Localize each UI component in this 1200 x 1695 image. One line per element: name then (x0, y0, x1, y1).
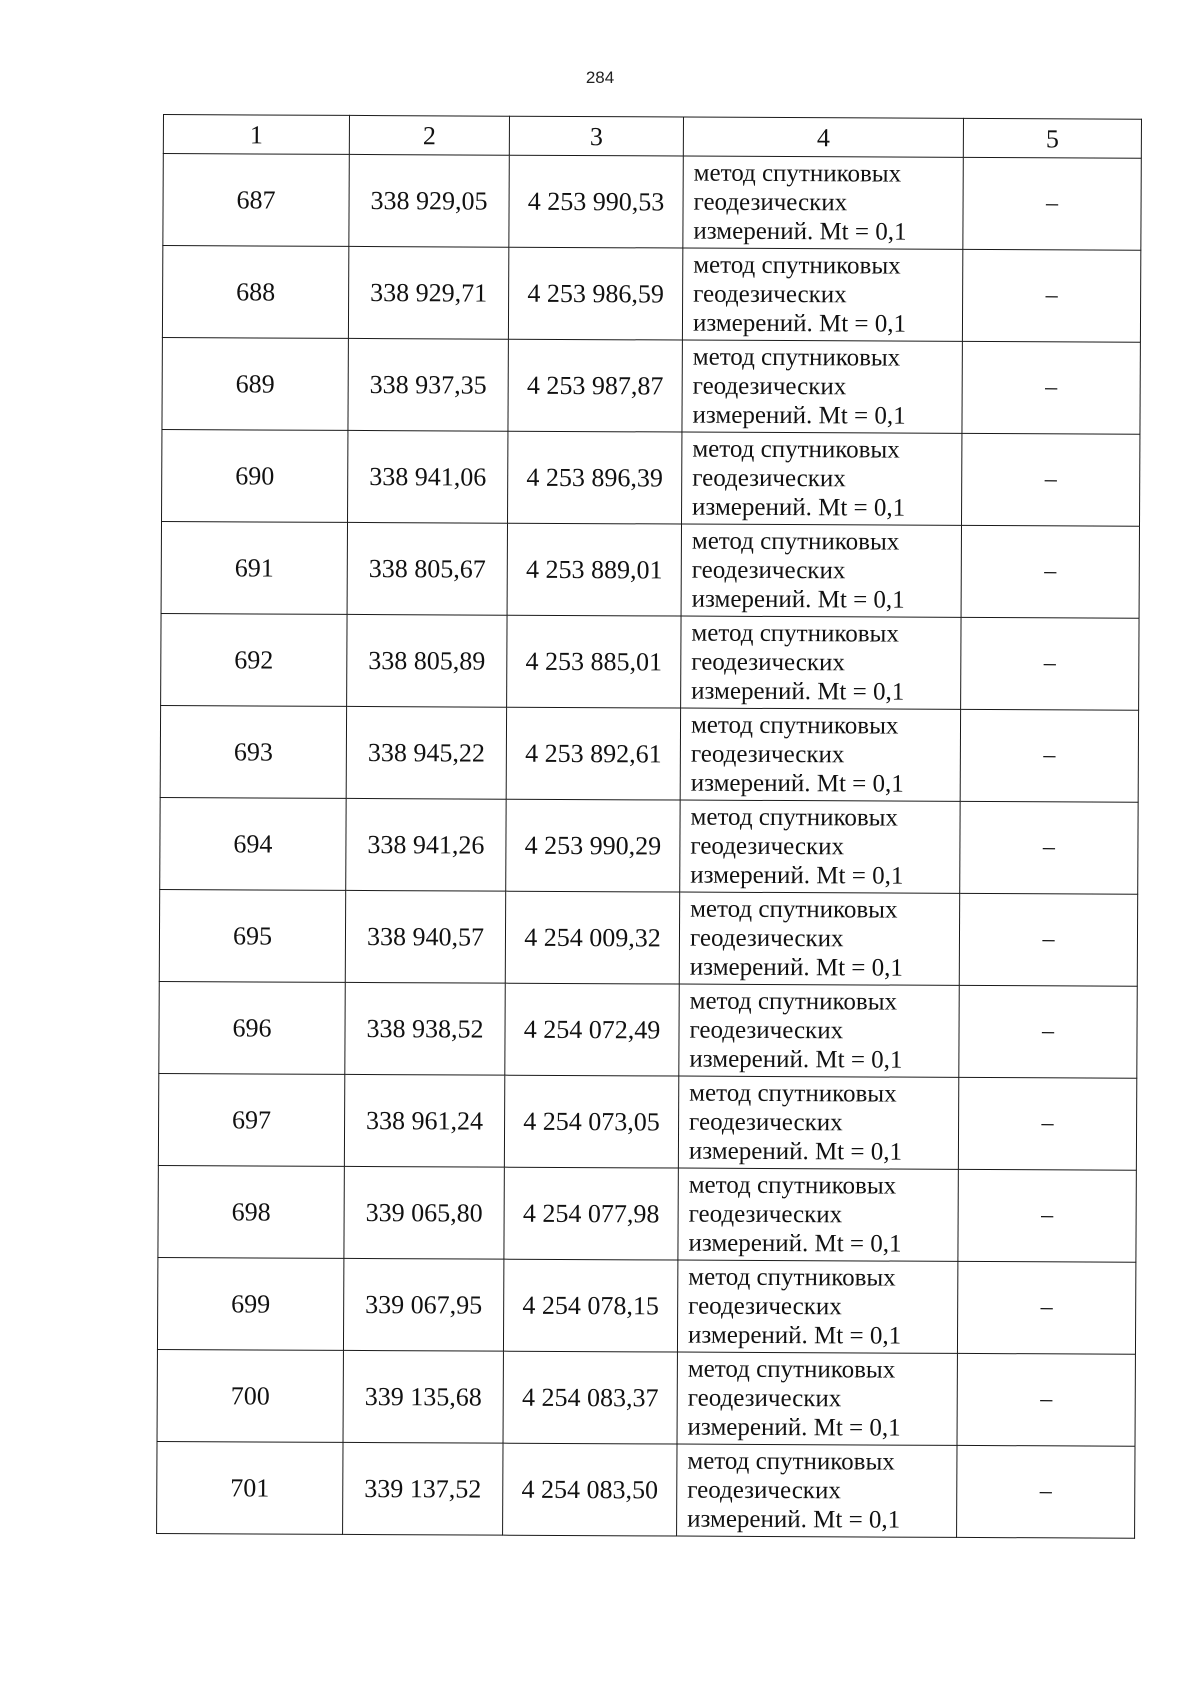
method-line: геодезических (688, 1200, 843, 1229)
x-coordinate-cell: 339 137,52 (343, 1442, 503, 1535)
table-row (161, 613, 1139, 710)
point-number-cell: 701 (157, 1441, 343, 1534)
header-col-1: 1 (163, 115, 349, 155)
x-coordinate-cell: 338 938,52 (345, 982, 505, 1075)
method-line: метод спутниковых (691, 619, 899, 648)
method-line: геодезических (688, 1292, 842, 1321)
method-cell (682, 248, 962, 341)
method-line: геодезических (689, 1108, 843, 1137)
method-line: геодезических (689, 1016, 844, 1045)
header-col-3: 3 (509, 116, 683, 156)
y-coordinate-cell: 4 253 889,01 (507, 523, 681, 616)
note-cell: – (957, 1445, 1135, 1538)
note-cell: – (961, 433, 1139, 526)
table-row (162, 337, 1140, 434)
method-line: геодезических (687, 1476, 841, 1505)
note-cell: – (957, 1353, 1135, 1446)
method-line: метод спутниковых (687, 1447, 895, 1476)
y-coordinate-cell: 4 253 987,87 (508, 339, 682, 432)
note-cell: – (957, 1261, 1135, 1354)
method-line: геодезических (690, 832, 845, 861)
method-line: измерений. Mt = 0,1 (692, 493, 906, 522)
method-line: метод спутниковых (688, 1263, 896, 1292)
method-line: метод спутниковых (689, 1079, 897, 1108)
note-cell: – (962, 341, 1140, 434)
y-coordinate-cell: 4 254 077,98 (504, 1167, 678, 1260)
method-line: метод спутниковых (692, 343, 901, 372)
method-line: метод спутниковых (691, 527, 900, 556)
y-coordinate-cell: 4 253 892,61 (506, 707, 680, 800)
note-cell: – (959, 985, 1137, 1078)
method-line: геодезических (689, 924, 844, 953)
method-line: метод спутниковых (693, 159, 902, 188)
method-line: геодезических (693, 280, 847, 309)
header-col-2: 2 (349, 115, 509, 155)
method-line: метод спутниковых (692, 435, 900, 464)
method-cell (682, 340, 962, 433)
method-cell (680, 708, 960, 801)
header-row (163, 115, 1141, 159)
header-col-5: 5 (963, 118, 1141, 158)
y-coordinate-cell: 4 253 990,29 (506, 799, 680, 892)
page-number: 284 (585, 68, 615, 87)
point-number-cell: 692 (161, 613, 347, 706)
note-cell: – (959, 893, 1137, 986)
method-cell (679, 892, 959, 985)
point-number-cell: 696 (159, 981, 345, 1074)
method-line: измерений. Mt = 0,1 (689, 1045, 903, 1074)
point-number-cell: 694 (160, 797, 346, 890)
method-line: метод спутниковых (690, 803, 899, 832)
y-coordinate-cell: 4 253 990,53 (509, 155, 683, 248)
note-cell: – (963, 157, 1141, 250)
method-line: измерений. Mt = 0,1 (687, 1505, 901, 1534)
method-line: геодезических (691, 556, 846, 585)
method-cell (680, 800, 960, 893)
coordinates-table (156, 114, 1142, 1539)
table-row (162, 429, 1140, 526)
table-row (158, 1165, 1136, 1262)
note-cell: – (961, 525, 1139, 618)
method-line: метод спутниковых (689, 987, 898, 1016)
method-line: измерений. Mt = 0,1 (688, 1137, 903, 1166)
method-line: измерений. Mt = 0,1 (687, 1413, 901, 1442)
x-coordinate-cell: 338 961,24 (344, 1074, 504, 1167)
method-line: геодезических (690, 740, 845, 769)
x-coordinate-cell: 339 067,95 (343, 1258, 503, 1351)
note-cell: – (960, 801, 1138, 894)
method-line: метод спутниковых (688, 1171, 897, 1200)
table-row (160, 797, 1138, 894)
method-line: измерений. Mt = 0,1 (692, 309, 907, 338)
method-cell (682, 432, 962, 525)
y-coordinate-cell: 4 253 896,39 (508, 431, 682, 524)
y-coordinate-cell: 4 253 986,59 (508, 247, 682, 340)
method-cell (679, 984, 959, 1077)
point-number-cell: 687 (163, 154, 349, 247)
point-number-cell: 697 (158, 1073, 344, 1166)
table-row (159, 981, 1137, 1078)
method-cell (681, 524, 961, 617)
table-body (157, 154, 1142, 1539)
x-coordinate-cell: 338 937,35 (348, 338, 508, 431)
method-line: геодезических (692, 372, 847, 401)
method-line: метод спутниковых (687, 1355, 896, 1384)
method-line: измерений. Mt = 0,1 (692, 401, 906, 430)
y-coordinate-cell: 4 254 009,32 (505, 891, 679, 984)
method-line: измерений. Mt = 0,1 (689, 953, 903, 982)
method-line: измерений. Mt = 0,1 (690, 861, 904, 890)
method-line: измерений. Mt = 0,1 (693, 217, 907, 246)
point-number-cell: 700 (157, 1349, 343, 1442)
table-row (158, 1073, 1136, 1170)
x-coordinate-cell: 339 065,80 (344, 1166, 504, 1259)
table-row (162, 246, 1140, 343)
method-cell (681, 616, 961, 709)
y-coordinate-cell: 4 254 078,15 (503, 1259, 677, 1352)
method-line: геодезических (687, 1384, 842, 1413)
y-coordinate-cell: 4 254 083,37 (503, 1351, 677, 1444)
method-cell (678, 1168, 958, 1261)
y-coordinate-cell: 4 254 073,05 (504, 1075, 678, 1168)
table-header (163, 115, 1141, 159)
x-coordinate-cell: 338 945,22 (346, 706, 506, 799)
method-line: метод спутниковых (690, 711, 899, 740)
method-cell (683, 156, 963, 249)
table-row (157, 1441, 1135, 1538)
note-cell: – (962, 249, 1140, 342)
method-line: метод спутниковых (690, 895, 898, 924)
x-coordinate-cell: 338 940,57 (345, 890, 505, 983)
point-number-cell: 691 (161, 521, 347, 614)
point-number-cell: 695 (159, 889, 345, 982)
table-row (157, 1257, 1135, 1354)
table-row (160, 705, 1138, 802)
method-cell (677, 1352, 957, 1445)
method-line: геодезических (693, 188, 848, 217)
method-line: измерений. Mt = 0,1 (690, 769, 904, 798)
x-coordinate-cell: 338 941,06 (348, 430, 508, 523)
table-row (163, 154, 1141, 251)
method-line: геодезических (692, 464, 846, 493)
header-col-4: 4 (683, 117, 963, 157)
method-cell (677, 1444, 957, 1537)
note-cell: – (961, 617, 1139, 710)
note-cell: – (958, 1169, 1136, 1262)
x-coordinate-cell: 338 929,71 (348, 246, 508, 339)
method-line: измерений. Mt = 0,1 (688, 1229, 902, 1258)
point-number-cell: 693 (160, 705, 346, 798)
y-coordinate-cell: 4 254 083,50 (503, 1443, 677, 1536)
y-coordinate-cell: 4 254 072,49 (505, 983, 679, 1076)
x-coordinate-cell: 338 805,67 (347, 522, 507, 615)
method-line: измерений. Mt = 0,1 (691, 677, 905, 706)
table-row (157, 1349, 1135, 1446)
x-coordinate-cell: 338 929,05 (349, 154, 509, 247)
x-coordinate-cell: 339 135,68 (343, 1350, 503, 1443)
table-row (159, 889, 1137, 986)
point-number-cell: 688 (162, 246, 348, 339)
point-number-cell: 689 (162, 337, 348, 430)
method-line: геодезических (691, 648, 845, 677)
table-row (161, 521, 1139, 618)
point-number-cell: 699 (157, 1257, 343, 1350)
point-number-cell: 690 (162, 429, 348, 522)
method-line: измерений. Mt = 0,1 (691, 585, 905, 614)
method-cell (678, 1076, 958, 1169)
method-line: измерений. Mt = 0,1 (687, 1321, 902, 1350)
method-cell (677, 1260, 957, 1353)
point-number-cell: 698 (158, 1165, 344, 1258)
x-coordinate-cell: 338 805,89 (347, 614, 507, 707)
note-cell: – (958, 1077, 1136, 1170)
x-coordinate-cell: 338 941,26 (346, 798, 506, 891)
method-line: метод спутниковых (693, 251, 901, 280)
note-cell: – (960, 709, 1138, 802)
y-coordinate-cell: 4 253 885,01 (507, 615, 681, 708)
